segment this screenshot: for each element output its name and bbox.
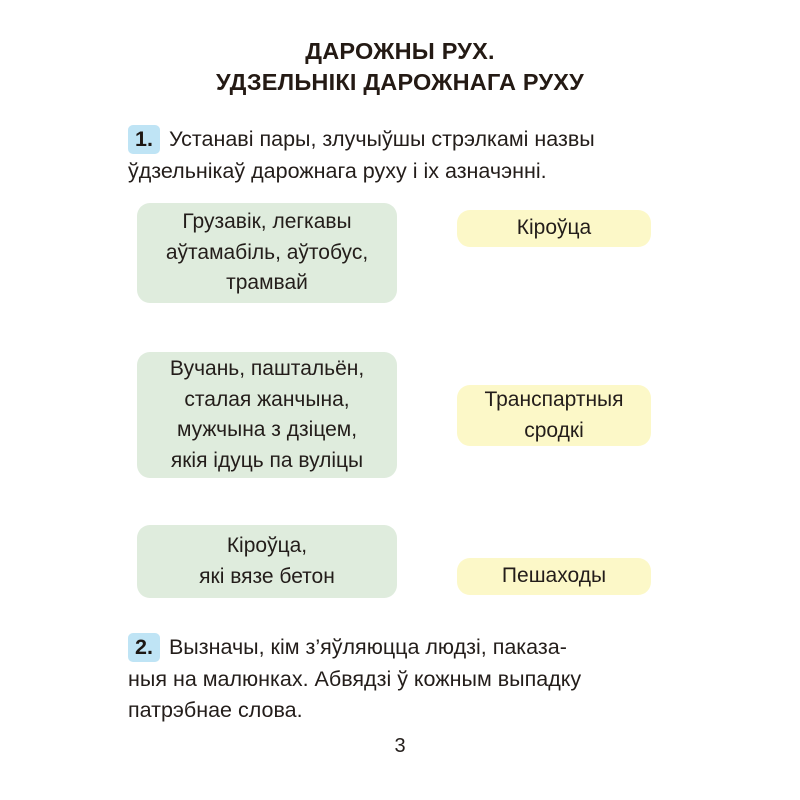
match-right-item-3-line-1: Пешаходы — [501, 564, 607, 588]
match-left-item-2-line-3: мужчына з дзіцем, — [176, 418, 358, 441]
match-left-item-2-line-4: якія ідуць па вуліцы — [170, 448, 364, 472]
match-right-item-1[interactable] — [457, 210, 651, 247]
exercise-2-number-badge: 2. — [128, 633, 160, 662]
exercise-2-line-1 — [128, 632, 684, 664]
match-left-item-2[interactable] — [137, 352, 397, 478]
page-number: 3 — [394, 735, 406, 757]
match-right-item-2[interactable] — [457, 385, 651, 446]
match-left-item-1[interactable] — [137, 203, 397, 303]
match-right-item-2-line-2: сродкі — [524, 418, 584, 442]
match-left-item-3-text — [199, 531, 335, 592]
exercise-1-text — [128, 124, 684, 187]
exercise-1-text-line-1: Устанаві пары, злучыўшы стрэлкамі назвы — [168, 127, 595, 151]
exercise-2 — [128, 632, 684, 727]
match-left-item-2-line-1: Вучань, паштальён, — [169, 357, 365, 380]
match-left-item-1-text — [166, 207, 368, 299]
match-left-item-1-line-1: Грузавік, легкавы — [182, 210, 352, 234]
match-left-item-1-line-3: трамвай — [226, 271, 308, 295]
exercise-1-line-1 — [128, 124, 684, 156]
match-right-item-2-text — [484, 385, 623, 446]
match-right-item-1-line-1: Кіроўца — [516, 216, 592, 240]
exercise-1-line-2: ўдзельнікаў дарожнага руху і іх азначэнні. — [128, 158, 547, 183]
page-title-line-1: ДАРОЖНЫ РУХ. — [305, 38, 495, 64]
match-right-item-1-text — [517, 213, 591, 244]
match-left-item-3-line-2: які вязе бетон — [199, 564, 335, 588]
page-title-line-2: УДЗЕЛЬНІКІ ДАРОЖНАГА РУХУ — [216, 69, 584, 95]
match-left-item-2-line-2: сталая жанчына, — [184, 387, 350, 411]
exercise-1 — [128, 124, 684, 187]
exercise-2-text — [128, 632, 684, 727]
match-left-item-3-line-1: Кіроўца, — [226, 534, 308, 557]
exercise-2-line-2: ныя на малюнках. Абвядзі ў кожным выпадку — [128, 666, 582, 691]
match-left-item-2-text — [170, 354, 364, 476]
match-left-item-3[interactable] — [137, 525, 397, 598]
match-left-item-1-line-2: аўтамабіль, аўтобус, — [165, 240, 369, 264]
match-right-item-2-line-1: Транспартныя — [484, 388, 624, 411]
page-title — [0, 36, 800, 98]
exercise-1-number-badge: 1. — [128, 125, 160, 154]
exercise-2-text-line-1: Вызначы, кім з’яўляюцца людзі, паказа- — [168, 635, 567, 659]
exercise-2-line-3: патрэбнае слова. — [128, 698, 303, 722]
match-right-item-3[interactable] — [457, 558, 651, 595]
match-right-item-3-text — [502, 561, 606, 592]
